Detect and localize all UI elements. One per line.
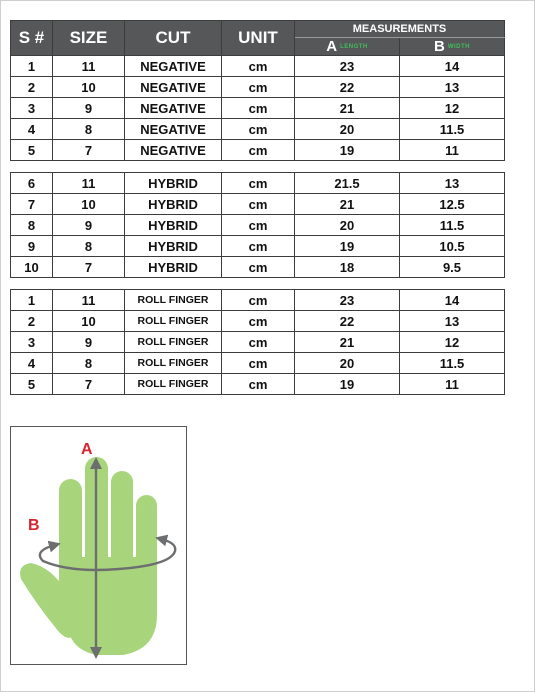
row-unit: cm xyxy=(222,236,295,257)
row-length: 19 xyxy=(295,236,400,257)
row-cut: ROLL FINGER xyxy=(125,311,222,332)
size-table-negative xyxy=(10,55,505,161)
row-sn: 9 xyxy=(11,236,53,257)
row-size: 10 xyxy=(53,194,125,215)
row-size: 9 xyxy=(53,215,125,236)
header-unit: UNIT xyxy=(222,21,295,56)
row-size: 10 xyxy=(53,77,125,98)
row-width: 11.5 xyxy=(400,119,505,140)
label-a: A xyxy=(81,441,93,458)
row-unit: cm xyxy=(222,173,295,194)
row-length: 22 xyxy=(295,311,400,332)
row-cut: NEGATIVE xyxy=(125,56,222,77)
header-b-letter: B xyxy=(434,38,445,55)
row-sn: 2 xyxy=(11,311,53,332)
row-width: 12 xyxy=(400,332,505,353)
row-cut: HYBRID xyxy=(125,257,222,278)
table-row xyxy=(11,332,505,353)
row-length: 18 xyxy=(295,257,400,278)
row-width: 13 xyxy=(400,311,505,332)
header-size: SIZE xyxy=(53,21,125,56)
table-row xyxy=(11,98,505,119)
table-row xyxy=(11,173,505,194)
row-width: 14 xyxy=(400,56,505,77)
row-length: 21 xyxy=(295,98,400,119)
row-sn: 10 xyxy=(11,257,53,278)
row-unit: cm xyxy=(222,311,295,332)
row-sn: 7 xyxy=(11,194,53,215)
row-cut: HYBRID xyxy=(125,236,222,257)
header-b-width xyxy=(400,38,505,56)
row-size: 11 xyxy=(53,290,125,311)
row-length: 19 xyxy=(295,140,400,161)
table-row xyxy=(11,215,505,236)
row-width: 14 xyxy=(400,290,505,311)
row-unit: cm xyxy=(222,56,295,77)
row-unit: cm xyxy=(222,374,295,395)
header-a-letter: A xyxy=(326,38,338,55)
row-size: 11 xyxy=(53,56,125,77)
header-cut: CUT xyxy=(125,21,222,56)
row-cut: NEGATIVE xyxy=(125,119,222,140)
row-sn: 3 xyxy=(11,332,53,353)
row-cut: ROLL FINGER xyxy=(125,332,222,353)
hand-measurement-diagram xyxy=(10,426,187,665)
row-width: 13 xyxy=(400,77,505,98)
row-unit: cm xyxy=(222,77,295,98)
row-size: 7 xyxy=(53,140,125,161)
size-table-roll-finger xyxy=(10,289,505,395)
row-length: 19 xyxy=(295,374,400,395)
header-sn: S # xyxy=(11,21,53,56)
row-cut: HYBRID xyxy=(125,194,222,215)
row-unit: cm xyxy=(222,215,295,236)
row-width: 10.5 xyxy=(400,236,505,257)
row-unit: cm xyxy=(222,98,295,119)
row-size: 7 xyxy=(53,257,125,278)
row-sn: 2 xyxy=(11,77,53,98)
hand-svg xyxy=(11,427,186,664)
row-sn: 5 xyxy=(11,374,53,395)
table-row xyxy=(11,77,505,98)
table-row xyxy=(11,194,505,215)
row-cut: NEGATIVE xyxy=(125,140,222,161)
header-b-label: WIDTH xyxy=(447,44,471,51)
row-length: 23 xyxy=(295,56,400,77)
row-unit: cm xyxy=(222,290,295,311)
row-width: 9.5 xyxy=(400,257,505,278)
row-sn: 5 xyxy=(11,140,53,161)
row-size: 8 xyxy=(53,353,125,374)
row-cut: ROLL FINGER xyxy=(125,374,222,395)
row-sn: 1 xyxy=(11,56,53,77)
row-cut: HYBRID xyxy=(125,215,222,236)
row-length: 21 xyxy=(295,332,400,353)
row-length: 21 xyxy=(295,194,400,215)
row-sn: 1 xyxy=(11,290,53,311)
row-length: 20 xyxy=(295,353,400,374)
row-cut: NEGATIVE xyxy=(125,77,222,98)
row-size: 9 xyxy=(53,332,125,353)
row-width: 11.5 xyxy=(400,215,505,236)
table-row xyxy=(11,236,505,257)
row-cut: NEGATIVE xyxy=(125,98,222,119)
table-row xyxy=(11,311,505,332)
row-sn: 4 xyxy=(11,353,53,374)
row-cut: HYBRID xyxy=(125,173,222,194)
row-unit: cm xyxy=(222,257,295,278)
row-length: 20 xyxy=(295,119,400,140)
row-size: 8 xyxy=(53,119,125,140)
row-unit: cm xyxy=(222,194,295,215)
table-header xyxy=(10,20,505,56)
header-a-label: LENGTH xyxy=(340,44,368,51)
row-width: 11 xyxy=(400,140,505,161)
row-sn: 4 xyxy=(11,119,53,140)
row-size: 10 xyxy=(53,311,125,332)
table-row xyxy=(11,56,505,77)
row-sn: 6 xyxy=(11,173,53,194)
header-a-length xyxy=(295,38,400,56)
row-unit: cm xyxy=(222,353,295,374)
row-unit: cm xyxy=(222,119,295,140)
row-size: 8 xyxy=(53,236,125,257)
row-unit: cm xyxy=(222,332,295,353)
row-size: 9 xyxy=(53,98,125,119)
table-row xyxy=(11,119,505,140)
table-row xyxy=(11,140,505,161)
row-unit: cm xyxy=(222,140,295,161)
row-length: 20 xyxy=(295,215,400,236)
row-length: 21.5 xyxy=(295,173,400,194)
table-row xyxy=(11,257,505,278)
row-width: 11 xyxy=(400,374,505,395)
row-length: 22 xyxy=(295,77,400,98)
row-cut: ROLL FINGER xyxy=(125,290,222,311)
table-row xyxy=(11,374,505,395)
row-width: 13 xyxy=(400,173,505,194)
row-length: 23 xyxy=(295,290,400,311)
row-size: 11 xyxy=(53,173,125,194)
row-sn: 8 xyxy=(11,215,53,236)
row-width: 12.5 xyxy=(400,194,505,215)
row-sn: 3 xyxy=(11,98,53,119)
table-row xyxy=(11,290,505,311)
table-row xyxy=(11,353,505,374)
header-measurements: MEASUREMENTS xyxy=(295,21,505,38)
row-width: 12 xyxy=(400,98,505,119)
row-width: 11.5 xyxy=(400,353,505,374)
label-b: B xyxy=(28,517,40,534)
size-table-hybrid xyxy=(10,172,505,278)
row-cut: ROLL FINGER xyxy=(125,353,222,374)
row-size: 7 xyxy=(53,374,125,395)
